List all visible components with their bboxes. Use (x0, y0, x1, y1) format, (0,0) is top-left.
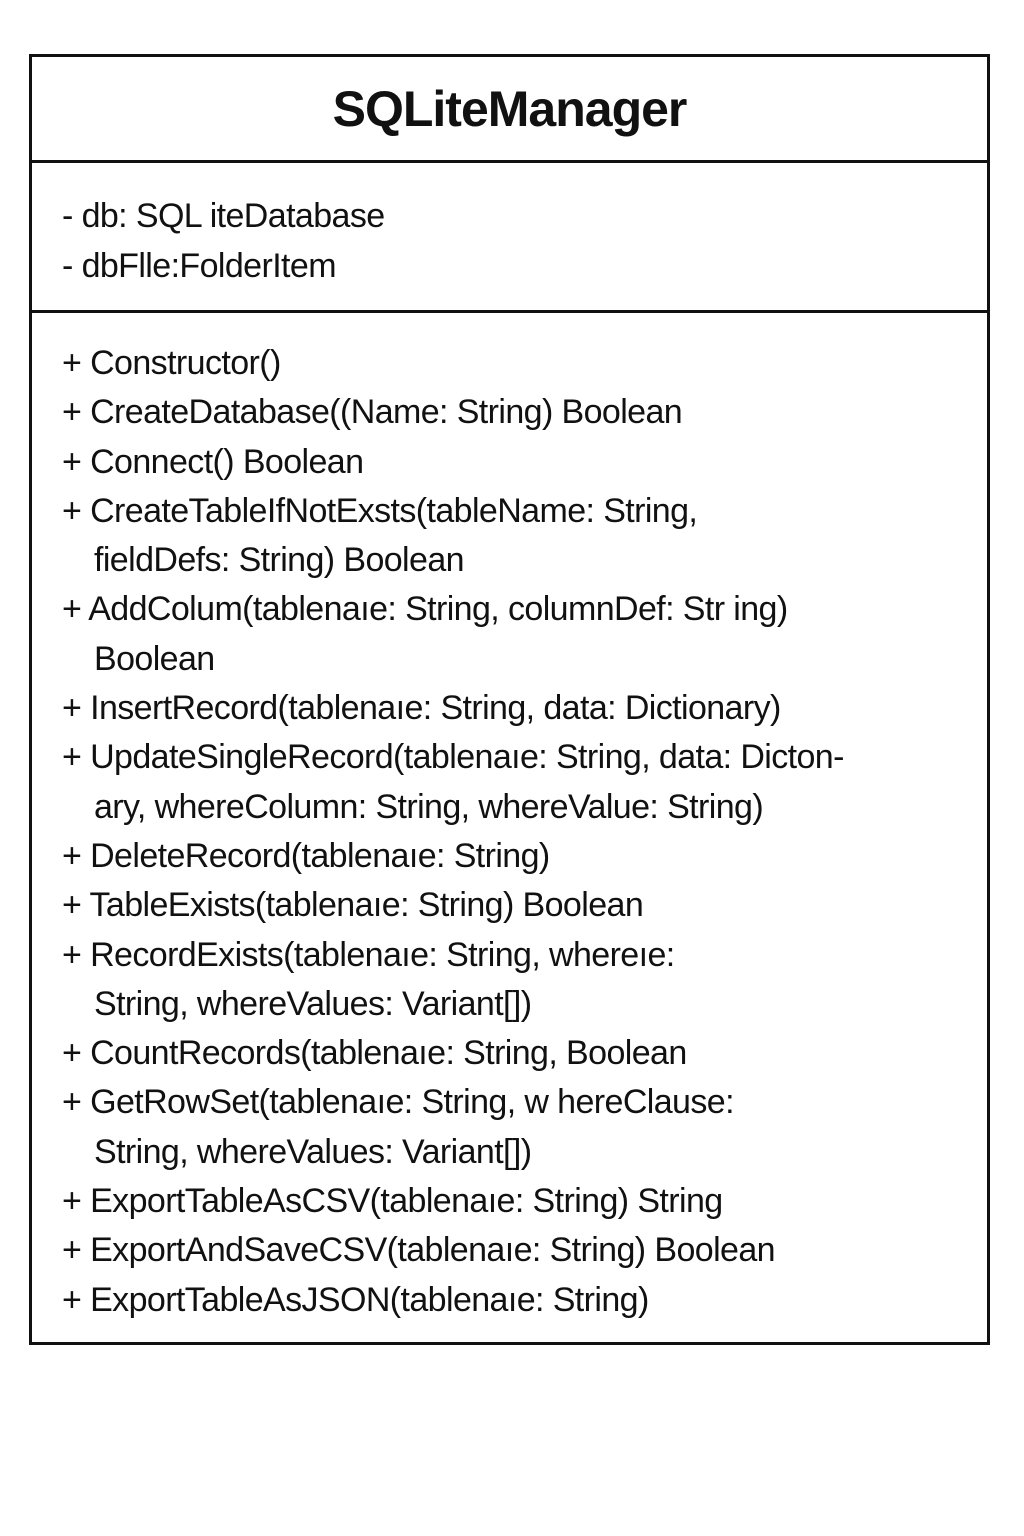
operation-continuation: Boolean (94, 639, 215, 678)
attribute-dbfile: - dbFlle:FolderItem (62, 247, 336, 285)
operation: + AddColum(tablenaıe: String, columnDef: Str ing) (62, 590, 788, 629)
operation: + GetRowSet(tablenaıe: String, w hereClause: (62, 1083, 734, 1122)
operations-compartment (32, 313, 987, 1325)
operation: + ExportAndSaveCSV(tablenaıe: String) Boolean (62, 1231, 775, 1270)
operation: + DeleteRecord(tablenaıe: String) (62, 836, 550, 875)
operation: + UpdateSingleRecord(tablenaıe: String, data: Dicton- (62, 738, 844, 777)
operation: + TableExists(tablenaıe: String) Boolean (62, 886, 644, 925)
operation: + RecordExists(tablenaıe: String, whereıe: (62, 935, 675, 974)
attributes-compartment (32, 163, 987, 313)
operation-continuation: ary, whereColumn: String, whereValue: String) (94, 787, 764, 826)
class-name: SQLiteManager (32, 57, 987, 163)
operation: + Connect() Boolean (62, 442, 364, 481)
operation: + InsertRecord(tablenaıe: String, data: Dictionary) (62, 689, 781, 728)
operation-continuation: String, whereValues: Variant[]) (94, 984, 532, 1023)
operation: + ExportTableAsJSON(tablenaıe: String) (62, 1280, 649, 1319)
operation: + CountRecords(tablenaıe: String, Boolean (62, 1034, 687, 1073)
uml-class-box (29, 54, 990, 1345)
operation: + Constructor() (62, 344, 281, 382)
operation: + CreateDatabase((Name: String) Boolean (62, 393, 683, 432)
operation-continuation: String, whereValues: Variant[]) (94, 1132, 532, 1171)
attribute-db: - db: SQL iteDatabase (62, 197, 385, 235)
operation: + ExportTableAsCSV(tablenaıe: String) String (62, 1182, 723, 1221)
operation-continuation: fieldDefs: String) Boolean (94, 541, 464, 580)
operation: + CreateTableIfNotExsts(tableName: String, (62, 491, 698, 530)
